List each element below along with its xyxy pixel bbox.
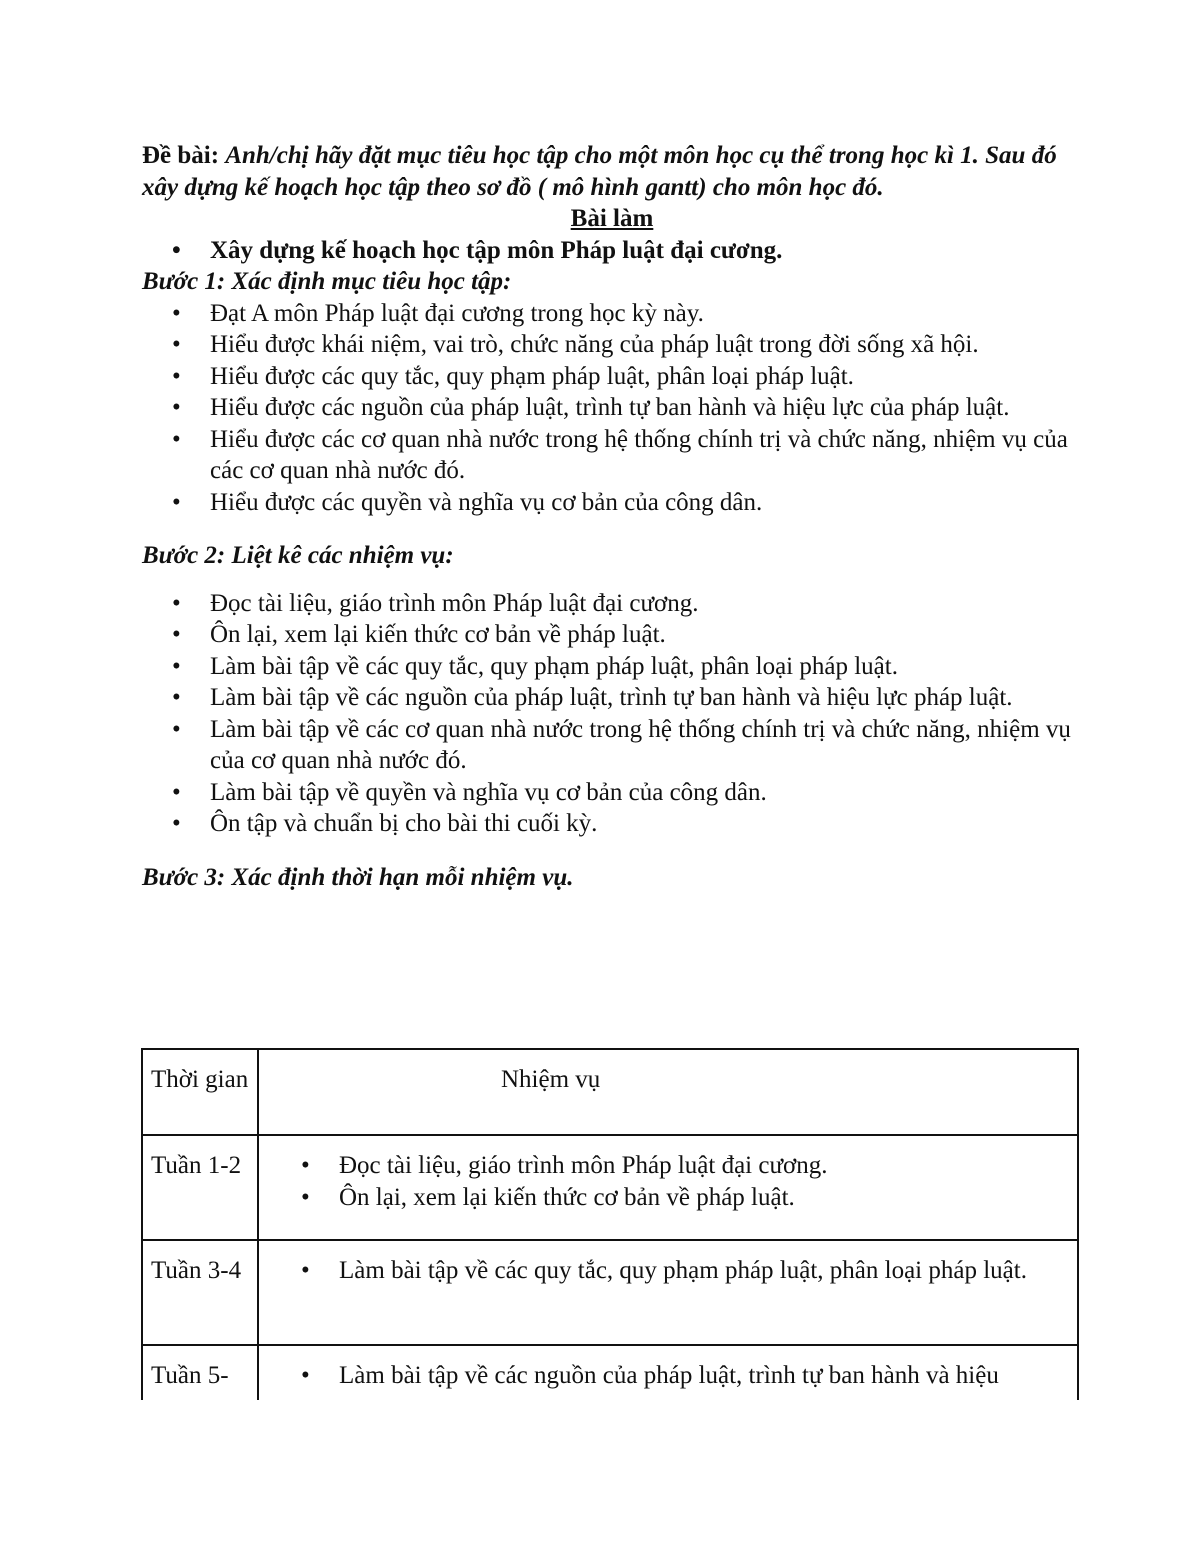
list-item: • Làm bài tập về các nguồn của pháp luật, trình tự ban hành và hiệu lực pháp luật. <box>142 682 1082 714</box>
list-item: • Làm bài tập về quyền và nghĩa vụ cơ bản của công dân. <box>142 777 1082 809</box>
list-item: • Hiểu được các quy tắc, quy phạm pháp luật, phân loại pháp luật. <box>142 361 1082 393</box>
step1-list <box>142 298 1082 519</box>
spacer <box>142 518 1082 540</box>
assignment-prompt <box>142 140 1082 203</box>
spacer <box>142 572 1082 588</box>
row-task-list <box>271 1150 1069 1213</box>
page-bottom-margin <box>0 1400 1200 1553</box>
list-item: • Hiểu được các cơ quan nhà nước trong hệ thống chính trị và chức năng, nhiệm vụ của các cơ quan nhà nước đó. <box>142 424 1082 487</box>
document-body <box>142 140 1082 893</box>
table-row <box>142 1345 1078 1405</box>
table-row <box>142 1240 1078 1345</box>
list-item: • Làm bài tập về các quy tắc, quy phạm pháp luật, phân loại pháp luật. <box>271 1255 1069 1287</box>
list-item: • Làm bài tập về các cơ quan nhà nước trong hệ thống chính trị và chức năng, nhiệm vụ của cơ quan nhà nước đó. <box>142 714 1082 777</box>
list-item: • Làm bài tập về các quy tắc, quy phạm pháp luật, phân loại pháp luật. <box>142 651 1082 683</box>
list-item: • Làm bài tập về các nguồn của pháp luật, trình tự ban hành và hiệu <box>271 1360 1069 1392</box>
prompt-text: Anh/chị hãy đặt mục tiêu học tập cho một môn học cụ thể trong học kì 1. Sau đó xây dựng kế hoạch học tập theo sơ đồ ( mô hình gantt) cho môn học đó. <box>142 142 1057 201</box>
row-tasks <box>258 1135 1078 1240</box>
list-item: • Hiểu được khái niệm, vai trò, chức năng của pháp luật trong đời sống xã hội. <box>142 329 1082 361</box>
header-task: Nhiệm vụ <box>501 1066 601 1093</box>
row-tasks <box>258 1345 1078 1405</box>
row-time: Tuần 3-4 <box>142 1240 258 1345</box>
table-header-row <box>142 1049 1078 1135</box>
row-time: Tuần 5- <box>142 1345 258 1405</box>
row-tasks <box>258 1240 1078 1345</box>
step1-heading: Bước 1: Xác định mục tiêu học tập: <box>142 268 512 295</box>
list-item: • Hiểu được các nguồn của pháp luật, trình tự ban hành và hiệu lực của pháp luật. <box>142 392 1082 424</box>
list-item: • Ôn tập và chuẩn bị cho bài thi cuối kỳ. <box>142 808 1082 840</box>
list-item: • Ôn lại, xem lại kiến thức cơ bản về pháp luật. <box>142 619 1082 651</box>
page-title: Bài làm <box>570 205 654 232</box>
step2-heading: Bước 2: Liệt kê các nhiệm vụ: <box>142 542 454 569</box>
schedule-table <box>141 1048 1079 1406</box>
prompt-label: Đề bài: <box>142 142 220 169</box>
step3-heading: Bước 3: Xác định thời hạn mỗi nhiệm vụ. <box>142 863 574 891</box>
spacer <box>142 840 1082 862</box>
step2-list <box>142 588 1082 840</box>
header-time: Thời gian <box>142 1049 258 1135</box>
table-row <box>142 1135 1078 1240</box>
list-item: • Hiểu được các quyền và nghĩa vụ cơ bản của công dân. <box>142 487 1082 519</box>
row-task-list <box>271 1360 1069 1392</box>
row-time: Tuần 1-2 <box>142 1135 258 1240</box>
list-item: • Đọc tài liệu, giáo trình môn Pháp luật đại cương. <box>142 588 1082 620</box>
main-bullet-list <box>142 235 1082 267</box>
list-item: • Đạt A môn Pháp luật đại cương trong học kỳ này. <box>142 298 1082 330</box>
list-item: • Ôn lại, xem lại kiến thức cơ bản về pháp luật. <box>271 1182 1069 1214</box>
main-bullet: • Xây dựng kế hoạch học tập môn Pháp luật đại cương. <box>142 235 1082 267</box>
header-task-cell <box>258 1049 1078 1135</box>
list-item: • Đọc tài liệu, giáo trình môn Pháp luật đại cương. <box>271 1150 1069 1182</box>
row-task-list <box>271 1255 1069 1287</box>
